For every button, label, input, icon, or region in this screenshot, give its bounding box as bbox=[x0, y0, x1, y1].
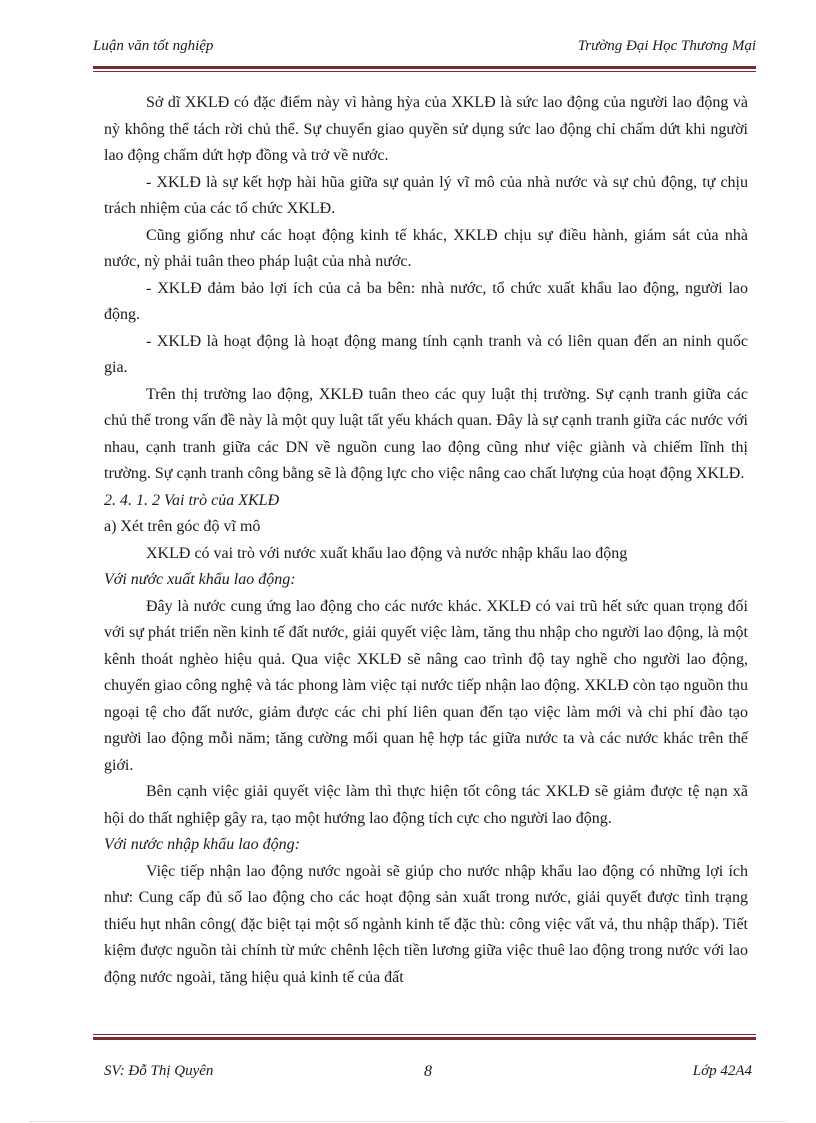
footer-class: Lớp 42A4 bbox=[692, 1063, 752, 1079]
page-body bbox=[104, 90, 748, 991]
body-paragraph: Việc tiếp nhận lao động nước ngoài sẽ giúp cho nước nhập khẩu lao động có những lợi ích như: Cung cấp đủ số lao động cho các hoạt động sản xuất trong nước, giải quyết được tình trạng thiếu hụt nhân công( đặc biệt tại một số ngành kinh tế đặc thù: công việc vất vả, thu nhập thấp). Tiết kiệm được nguồn tài chính từ mức chênh lệch tiền lương giữa việc thuê lao động trong nước với lao động nước ngoài, tăng hiệu quả kinh tế của đất bbox=[104, 862, 748, 986]
body-paragraph: Cũng giống như các hoạt động kinh tế khác, XKLĐ chịu sự điều hành, giám sát của nhà nước, nỳ phải tuân theo pháp luật của nhà nước. bbox=[104, 226, 748, 270]
body-paragraph: Đây là nước cung ứng lao động cho các nước khác. XKLĐ có vai trũ hết sức quan trọng đối với sự phát triển nền kinh tế đất nước, giải quyết việc làm, tăng thu nhập cho người lao động, là một kênh thoát nghèo hiệu quả. Qua việc XKLĐ sẽ nâng cao trình độ tay nghề cho người lao động, chuyển giao công nghệ và tác phong làm việc tại nước tiếp nhận lao động. XKLĐ còn tạo nguồn thu ngoại tệ cho đất nước, giảm được các chi phí liên quan đến tạo việc làm mới và chi phí đào tạo người lao động mỗi năm; tăng cường mối quan hệ hợp tác giữa nước ta và các nước khác trên thế giới. bbox=[104, 597, 748, 774]
header-thesis-label: Luận văn tốt nghiệp bbox=[93, 38, 214, 54]
importing-country-heading: Với nước nhập khẩu lao động: bbox=[104, 836, 300, 853]
subsection-heading: a) Xét trên góc độ vĩ mô bbox=[104, 518, 261, 535]
footer-student-name: SV: Đỗ Thị Quyên bbox=[104, 1063, 214, 1079]
page-footer bbox=[104, 1063, 752, 1087]
body-paragraph: - XKLĐ đảm bảo lợi ích của cả ba bên: nhà nước, tổ chức xuất khẩu lao động, người lao động. bbox=[104, 279, 748, 323]
page-header bbox=[93, 38, 756, 62]
section-heading: 2. 4. 1. 2 Vai trò của XKLĐ bbox=[104, 491, 280, 509]
body-paragraph: Trên thị trường lao động, XKLĐ tuân theo các quy luật thị trường. Sự cạnh tranh giữa các chủ thể trong vấn đề này là một quy luật tất yếu khách quan. Đây là sự cạnh tranh giữa các nước với nhau, cạnh tranh giữa các DN về nguồn cung lao động cũng như việc giành và chiếm lĩnh thị trường. Sự cạnh tranh công bằng sẽ là động lực cho việc nâng cao chất lượng của hoạt động XKLĐ. bbox=[104, 385, 748, 482]
header-rule bbox=[93, 66, 756, 72]
exporting-country-heading: Với nước xuất khẩu lao động: bbox=[104, 571, 296, 588]
body-paragraph: - XKLĐ là hoạt động là hoạt động mang tính cạnh tranh và có liên quan đến an ninh quốc gia. bbox=[104, 332, 748, 376]
header-university-name: Trường Đại Học Thương Mại bbox=[577, 38, 756, 54]
body-paragraph: XKLĐ có vai trò với nước xuất khẩu lao động và nước nhập khẩu lao động bbox=[146, 544, 628, 562]
page-edge-dots bbox=[30, 1121, 786, 1122]
page-number: 8 bbox=[424, 1063, 432, 1080]
body-paragraph: Bên cạnh việc giải quyết việc làm thì thực hiện tốt công tác XKLĐ sẽ giảm được tệ nạn xã hội do thất nghiệp gây ra, tạo một hướng lao động tích cực cho người lao động. bbox=[104, 783, 748, 827]
body-paragraph: Sở dĩ XKLĐ có đặc điểm này vì hàng hỳa của XKLĐ là sức lao động của người lao động và nỳ không thể tách rời chủ thể. Sự chuyển giao quyền sử dụng sức lao động chỉ chấm dứt khi người lao động chấm dứt hợp đồng và trở về nước. bbox=[104, 94, 748, 164]
footer-rule bbox=[93, 1034, 756, 1040]
body-paragraph: - XKLĐ là sự kết hợp hài hũa giữa sự quản lý vĩ mô của nhà nước và sự chủ động, tự chịu trách nhiệm của các tổ chức XKLĐ. bbox=[104, 173, 748, 217]
